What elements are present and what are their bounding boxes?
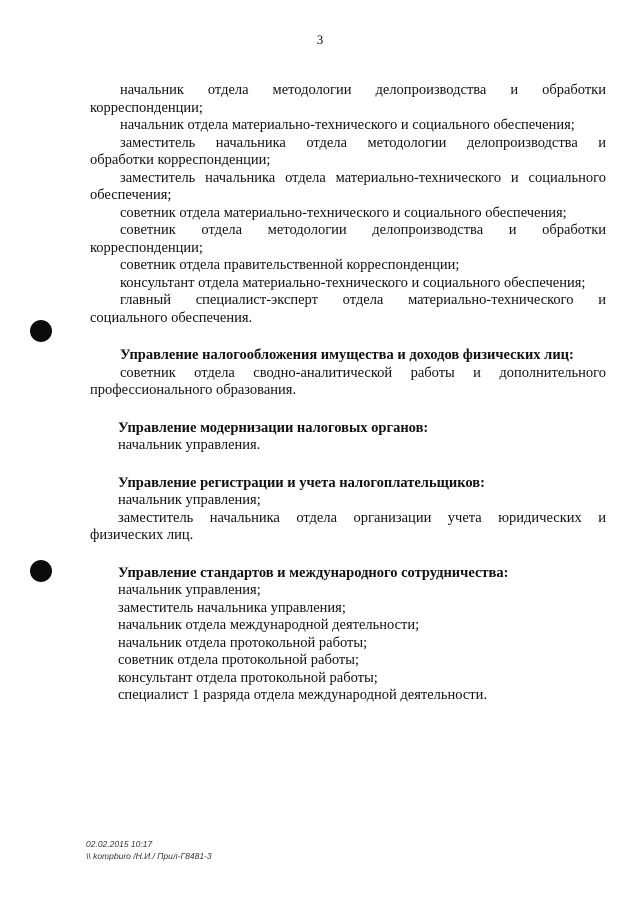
text-line: начальник отдела материально-технического и социального обеспечения;: [120, 117, 575, 133]
section-heading: Управление регистрации и учета налогоплательщиков:: [118, 474, 485, 491]
text-line: главный специалист-эксперт отдела материально-технического и: [120, 292, 606, 308]
text-line: начальник управления;: [118, 492, 261, 508]
text-line: советник отдела сводно-аналитической работы и дополнительного: [120, 364, 606, 381]
document-body: [90, 82, 606, 705]
text-line: заместитель начальника отдела материально-технического и социального: [120, 169, 606, 186]
footer-file-path: \\ kompburo /Н.И./ Прил-Г8481-3: [86, 851, 212, 861]
footer: [86, 838, 212, 862]
text-line: начальник отдела протокольной работы;: [118, 634, 368, 651]
text-line: советник отдела правительственной корреспонденции;: [120, 257, 460, 273]
section-heading: Управление стандартов и международного сотрудничества:: [118, 564, 509, 581]
text-line: начальник отдела международной деятельности;: [118, 617, 420, 633]
punch-hole-top: [30, 320, 52, 342]
text-line: начальник отдела методологии делопроизводства и обработки: [120, 82, 606, 98]
text-line: консультант отдела протокольной работы;: [118, 669, 378, 686]
text-line: корреспонденции;: [90, 239, 203, 256]
text-line: социального обеспечения.: [90, 309, 253, 326]
text-line: начальник управления.: [118, 437, 261, 453]
text-line: консультант отдела материально-технического и социального обеспечения;: [120, 274, 586, 291]
text-line: корреспонденции;: [90, 99, 203, 116]
text-line: заместитель начальника отдела организации учета юридических и: [118, 509, 606, 526]
footer-timestamp: 02.02.2015 10:17: [86, 839, 153, 849]
text-line: заместитель начальника управления;: [118, 599, 346, 616]
text-line: физических лиц.: [90, 527, 194, 543]
section-heading: Управление налогообложения имущества и доходов физических лиц:: [120, 347, 574, 363]
text-line: обеспечения;: [90, 187, 172, 203]
text-line: профессионального образования.: [90, 382, 297, 398]
text-line: советник отдела материально-технического и социального обеспечения;: [120, 204, 567, 221]
page-number: 3: [316, 32, 324, 47]
punch-hole-bottom: [30, 560, 52, 582]
text-line: советник отдела методологии делопроизводства и обработки: [120, 222, 606, 238]
text-line: советник отдела протокольной работы;: [118, 652, 360, 668]
text-line: заместитель начальника отдела методологии делопроизводства и: [120, 134, 606, 151]
text-line: обработки корреспонденции;: [90, 152, 271, 168]
text-line: специалист 1 разряда отдела международной деятельности.: [118, 687, 488, 703]
section-heading: Управление модернизации налоговых органов:: [118, 419, 429, 436]
text-line: начальник управления;: [118, 582, 261, 598]
